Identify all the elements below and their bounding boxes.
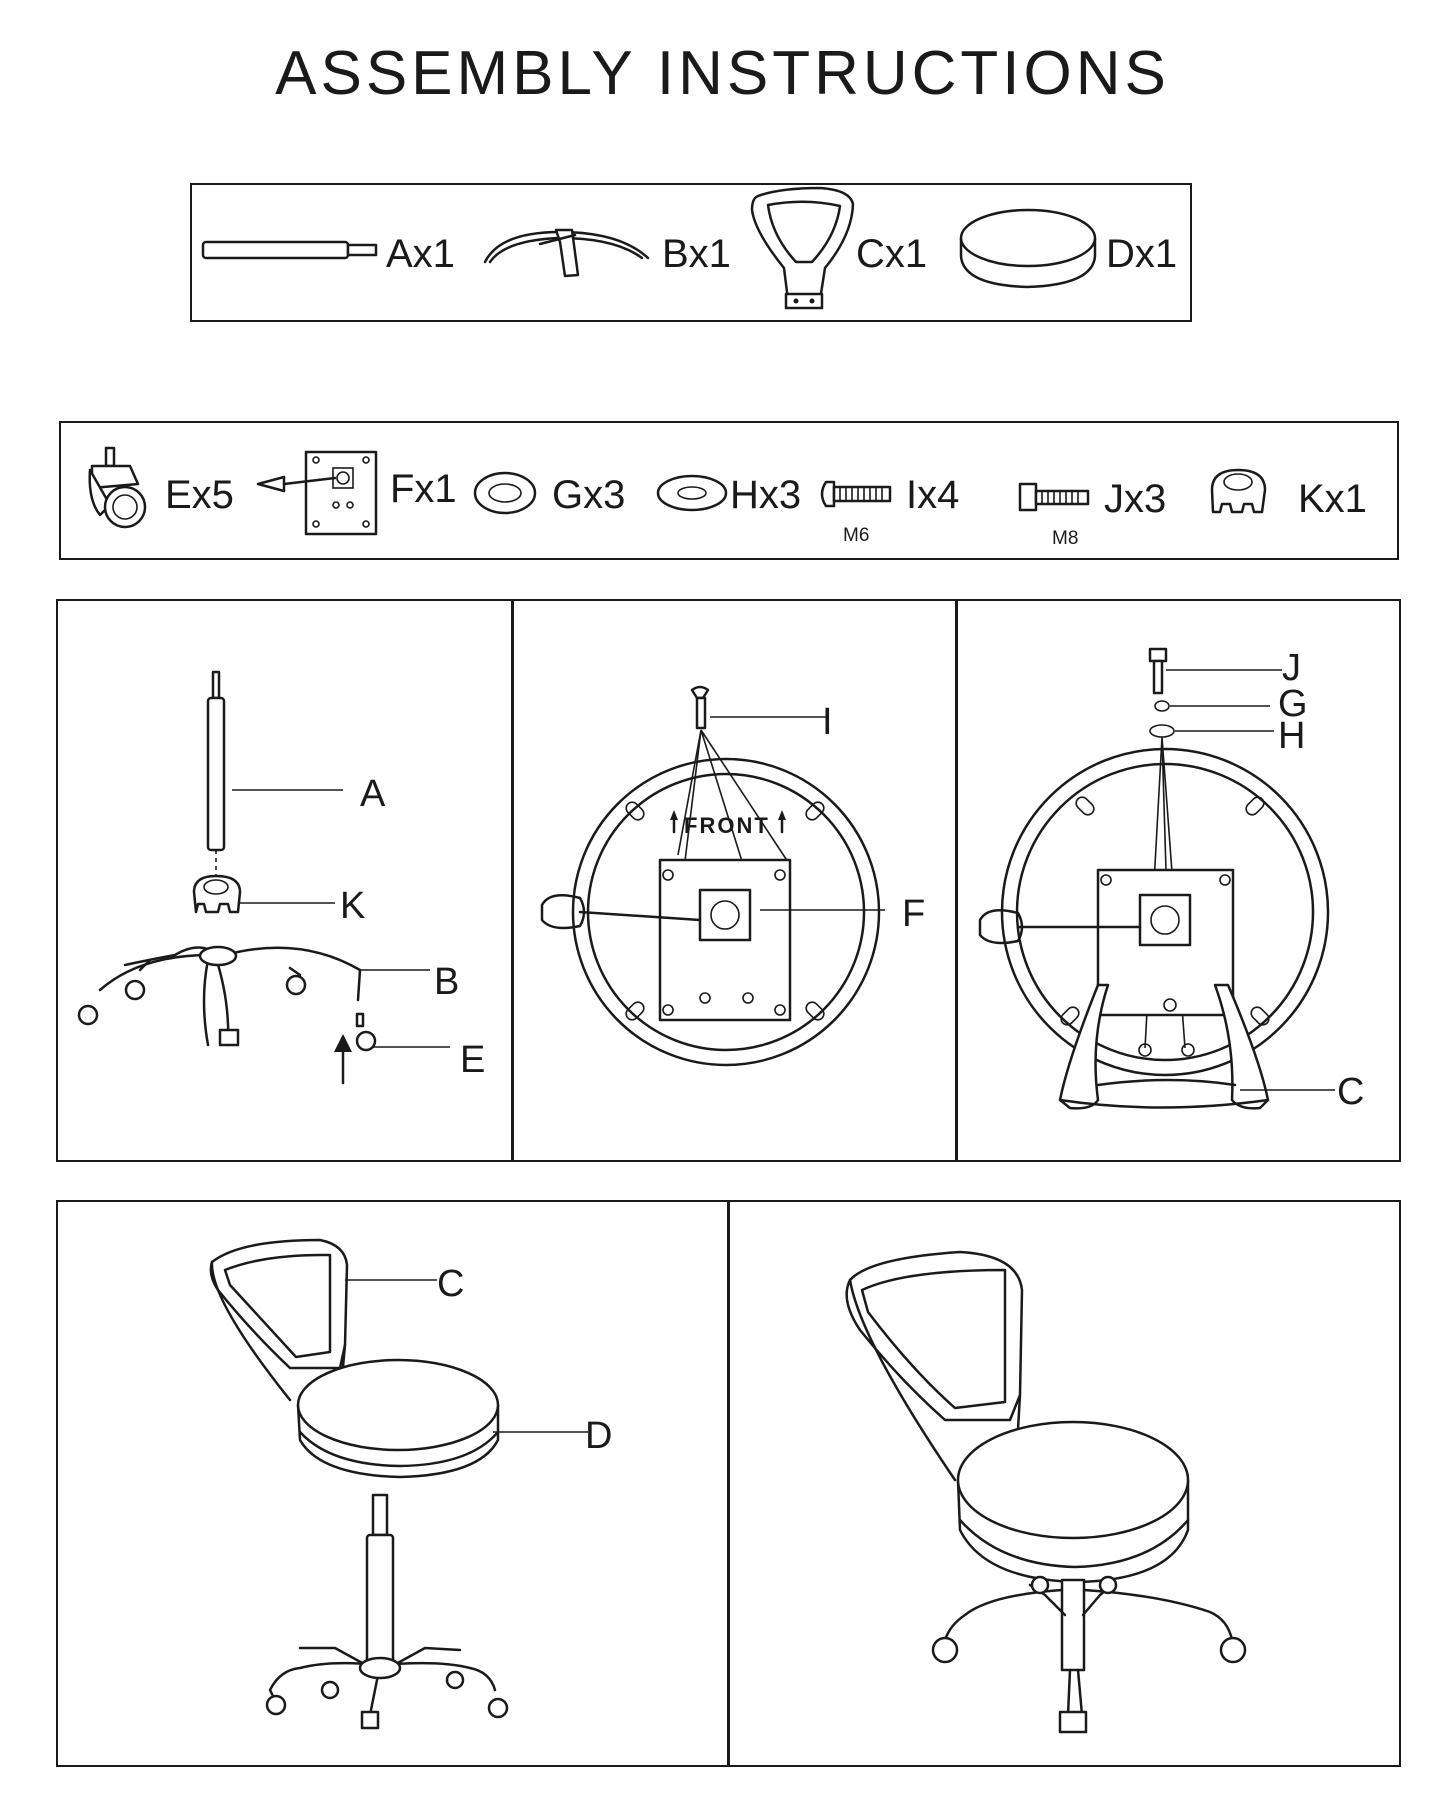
step3-callout-c: C: [1337, 1071, 1365, 1113]
seat-cushion-icon: [961, 210, 1095, 287]
m8-bolt-icon: [1020, 484, 1088, 510]
step5-assembled-chair: [847, 1252, 1245, 1732]
part-j-size: M8: [1052, 528, 1079, 549]
part-d-label: Dx1: [1106, 232, 1178, 276]
page-title: ASSEMBLY INSTRUCTIONS: [275, 39, 1170, 108]
step1-callout-b: B: [434, 961, 460, 1003]
step3-callout-g: G: [1278, 683, 1308, 725]
step4-drawing: [211, 1240, 588, 1728]
step1-callout-e: E: [460, 1039, 486, 1081]
step2-drawing: [542, 687, 885, 1065]
flat-washer-icon: [658, 476, 726, 510]
part-g-label: Gx3: [552, 473, 626, 517]
front-label: FRONT: [684, 813, 770, 838]
step2-callout-f: F: [902, 893, 926, 935]
step1-drawing: [79, 672, 450, 1083]
step4-callout-c: C: [437, 1263, 465, 1305]
part-b-label: Bx1: [662, 232, 731, 276]
part-a-label: Ax1: [386, 232, 455, 276]
backrest-icon: [752, 188, 853, 308]
gas-lift-icon: [203, 242, 376, 258]
insert-arrow-icon: [334, 1034, 352, 1083]
part-e-label: Ex5: [165, 473, 234, 517]
m6-bolt-icon: [822, 482, 890, 506]
step1-callout-k: K: [340, 885, 366, 927]
step1-callout-a: A: [360, 773, 386, 815]
mechanism-plate-icon: [258, 452, 376, 534]
step3-callout-j: J: [1282, 647, 1301, 689]
part-j-label: Jx3: [1104, 477, 1167, 521]
caster-icon: [90, 448, 145, 527]
part-c-label: Cx1: [856, 232, 928, 276]
base-icon: [485, 230, 648, 276]
caster-e-detail: [357, 1014, 375, 1050]
spring-washer-icon: [475, 473, 535, 513]
part-h-label: Hx3: [730, 473, 802, 517]
step2-callout-i: I: [822, 701, 833, 743]
part-i-size: M6: [843, 525, 870, 546]
step3-callout-h: H: [1278, 715, 1306, 757]
cover-icon: [1212, 470, 1265, 512]
part-i-label: Ix4: [906, 473, 960, 517]
part-k-label: Kx1: [1298, 477, 1367, 521]
step4-callout-d: D: [585, 1415, 613, 1457]
part-f-label: Fx1: [390, 467, 457, 511]
